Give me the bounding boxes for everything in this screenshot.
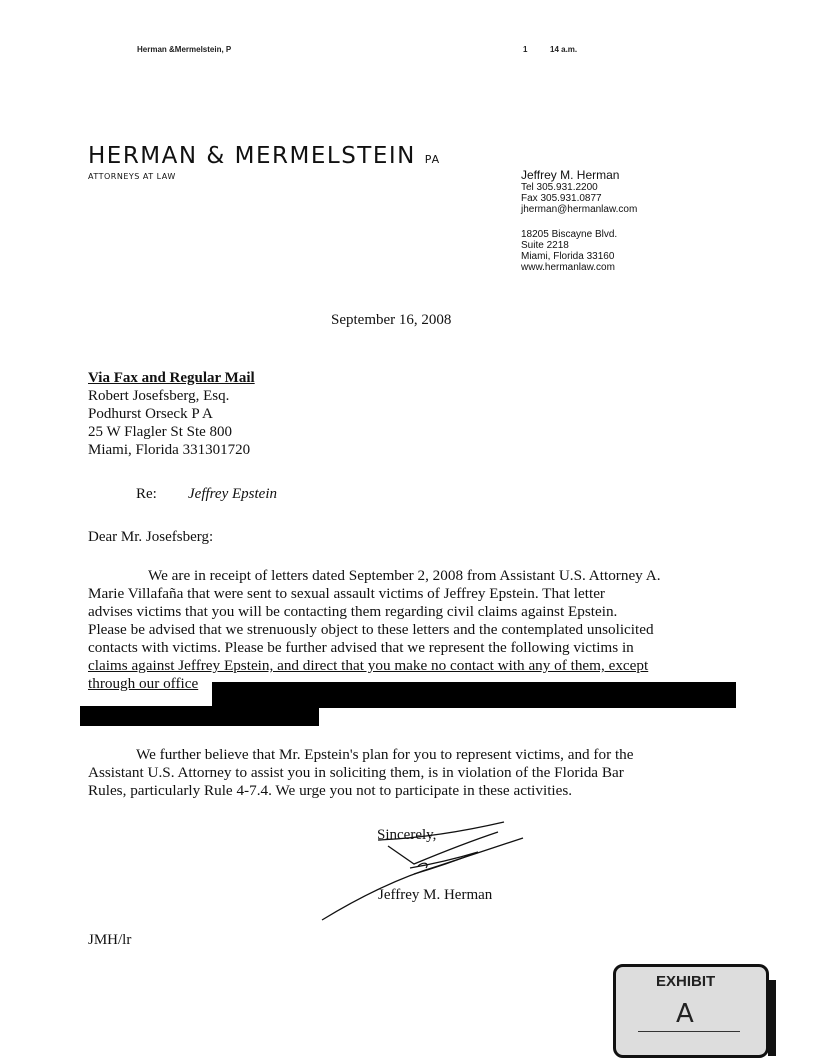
address-line-1: 18205 Biscayne Blvd.: [521, 229, 618, 240]
attorney-name: Jeffrey M. Herman: [521, 168, 620, 182]
paragraph-1-line: advises victims that you will be contacting them regarding civil claims against Epstein.: [88, 603, 618, 620]
exhibit-letter: A: [676, 999, 694, 1029]
delivery-method: Via Fax and Regular Mail: [88, 370, 255, 386]
exhibit-line: [638, 1031, 740, 1032]
address-line-3: Miami, Florida 33160: [521, 251, 615, 262]
attorney-tel: Tel 305.931.2200: [521, 182, 598, 193]
recipient-street: 25 W Flagler St Ste 800: [88, 424, 233, 440]
paragraph-1-line: claims against Jeffrey Epstein, and direct that you make no contact with any of them, except: [88, 657, 649, 674]
paragraph-1-line: through our office: [88, 675, 199, 692]
exhibit-sticker: [613, 964, 769, 1058]
salutation: Dear Mr. Josefsberg:: [88, 529, 214, 545]
fax-header-time: 14 a.m.: [550, 45, 578, 54]
re-label: Re:: [136, 486, 157, 502]
paragraph-1-line: Please be advised that we strenuously object to these letters and the contemplated unsolicited: [88, 621, 654, 638]
paragraph-1: [88, 567, 712, 693]
fax-header-sender: Herman &Mermelstein, P: [137, 45, 232, 54]
paragraph-1-line: Marie Villafaña that were sent to sexual assault victims of Jeffrey Epstein. That letter: [88, 585, 605, 602]
recipient-city: Miami, Florida 331301720: [88, 442, 251, 458]
paragraph-1-line: We are in receipt of letters dated September 2, 2008 from Assistant U.S. Attorney A.: [148, 567, 661, 584]
redaction-bar: [80, 706, 319, 726]
recipient-block: [88, 387, 250, 459]
paragraph-1-line: contacts with victims. Please be further advised that we represent the following victims in: [88, 639, 634, 656]
paragraph-2-line: Assistant U.S. Attorney to assist you in soliciting them, is in violation of the Florida Bar: [88, 764, 624, 781]
exhibit-label: EXHIBIT: [656, 973, 716, 990]
paragraph-2-line: We further believe that Mr. Epstein's plan for you to represent victims, and for the: [136, 746, 634, 763]
recipient-name: Robert Josefsberg, Esq.: [88, 388, 230, 404]
signature: [318, 818, 528, 924]
typist-initials: JMH/lr: [88, 932, 132, 948]
recipient-firm: Podhurst Orseck P A: [88, 406, 213, 422]
fax-header-page: 1: [523, 45, 528, 54]
letterhead-contact: [521, 168, 637, 273]
firm-tagline: ATTORNEYS AT LAW: [88, 172, 176, 181]
firm-name: [88, 143, 440, 169]
attorney-email: jherman@hermanlaw.com: [521, 204, 638, 215]
firm-website: www.hermanlaw.com: [521, 262, 615, 273]
re-subject: Jeffrey Epstein: [188, 486, 277, 502]
firm-suffix: PA: [424, 153, 441, 166]
redaction-bar: [212, 682, 736, 708]
firm-name-text: HERMAN & MERMELSTEIN: [88, 143, 416, 169]
attorney-fax: Fax 305.931.0877: [521, 193, 602, 204]
address-line-2: Suite 2218: [521, 240, 569, 251]
signer-name: Jeffrey M. Herman: [378, 887, 493, 903]
paragraph-2-line: Rules, particularly Rule 4-7.4. We urge you not to participate in these activities.: [88, 782, 573, 799]
exhibit-edge: [768, 980, 776, 1056]
paragraph-2: [88, 746, 712, 800]
letter-date: September 16, 2008: [331, 312, 452, 328]
closing: Sincerely,: [377, 827, 437, 843]
